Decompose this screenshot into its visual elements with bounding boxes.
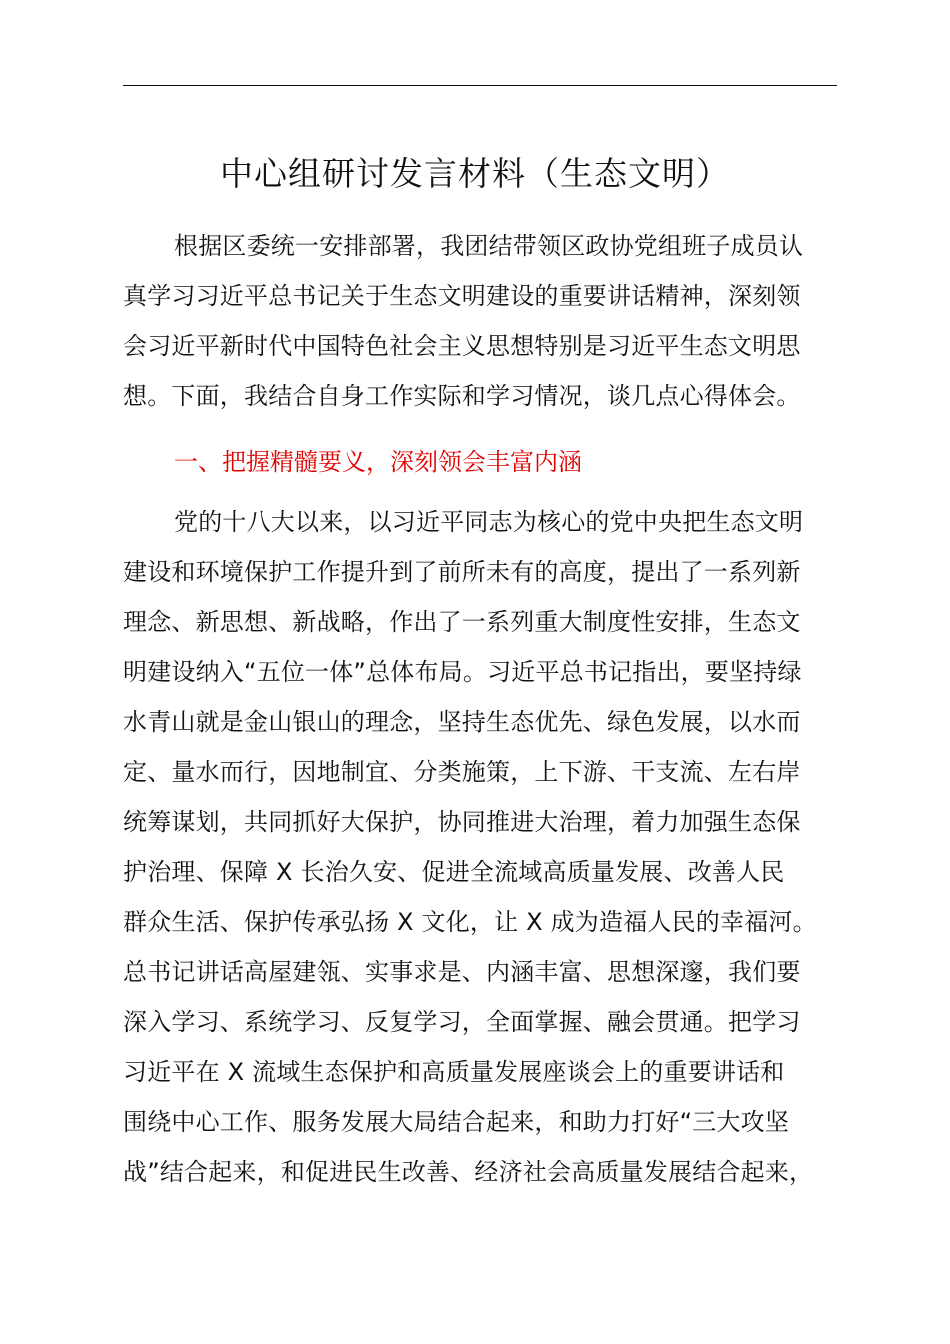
document-title: 中心组研讨发言材料（生态文明） — [220, 154, 730, 193]
paragraph-line: 深入学习、系统学习、反复学习，全面掌握、融会贯通。把学习 — [123, 1008, 801, 1036]
paragraph-line: 战”结合起来，和促进民生改善、经济社会高质量发展结合起来， — [123, 1158, 814, 1186]
section-heading: 一、把握精髓要义，深刻领会丰富内涵 — [174, 448, 582, 476]
paragraph-line: 明建设纳入“五位一体”总体布局。习近平总书记指出，要坚持绿 — [123, 658, 802, 686]
paragraph-line: 水青山就是金山银山的理念，坚持生态优先、绿色发展，以水而 — [123, 708, 801, 736]
paragraph-line: 总书记讲话高屋建瓴、实事求是、内涵丰富、思想深邃，我们要 — [123, 958, 801, 986]
paragraph-line: 建设和环境保护工作提升到了前所未有的高度，提出了一系列新 — [123, 558, 801, 586]
paragraph-line: 根据区委统一安排部署，我团结带领区政协党组班子成员认 — [174, 232, 804, 260]
header-rule — [123, 85, 837, 86]
paragraph-line: 习近平在 X 流域生态保护和高质量发展座谈会上的重要讲话和 — [123, 1058, 785, 1086]
paragraph-line: 真学习习近平总书记关于生态文明建设的重要讲话精神，深刻领 — [123, 282, 801, 310]
paragraph-line: 护治理、保障 X 长治久安、促进全流域高质量发展、改善人民 — [123, 858, 785, 886]
paragraph-line: 统筹谋划，共同抓好大保护，协同推进大治理，着力加强生态保 — [123, 808, 801, 836]
paragraph-line: 定、量水而行，因地制宜、分类施策，上下游、干支流、左右岸 — [123, 758, 801, 786]
paragraph-line: 党的十八大以来，以习近平同志为核心的党中央把生态文明 — [174, 508, 804, 536]
intro-paragraph — [123, 221, 851, 421]
paragraph-line: 理念、新思想、新战略，作出了一系列重大制度性安排，生态文 — [123, 608, 801, 636]
paragraph-line: 群众生活、保护传承弘扬 X 文化，让 X 成为造福人民的幸福河。 — [123, 908, 817, 936]
paragraph-line: 围绕中心工作、服务发展大局结合起来，和助力打好“三大攻坚 — [123, 1108, 790, 1136]
body-paragraph — [123, 497, 851, 1197]
paragraph-line: 想。下面，我结合自身工作实际和学习情况，谈几点心得体会。 — [123, 382, 801, 410]
paragraph-line: 会习近平新时代中国特色社会主义思想特别是习近平生态文明思 — [123, 332, 801, 360]
